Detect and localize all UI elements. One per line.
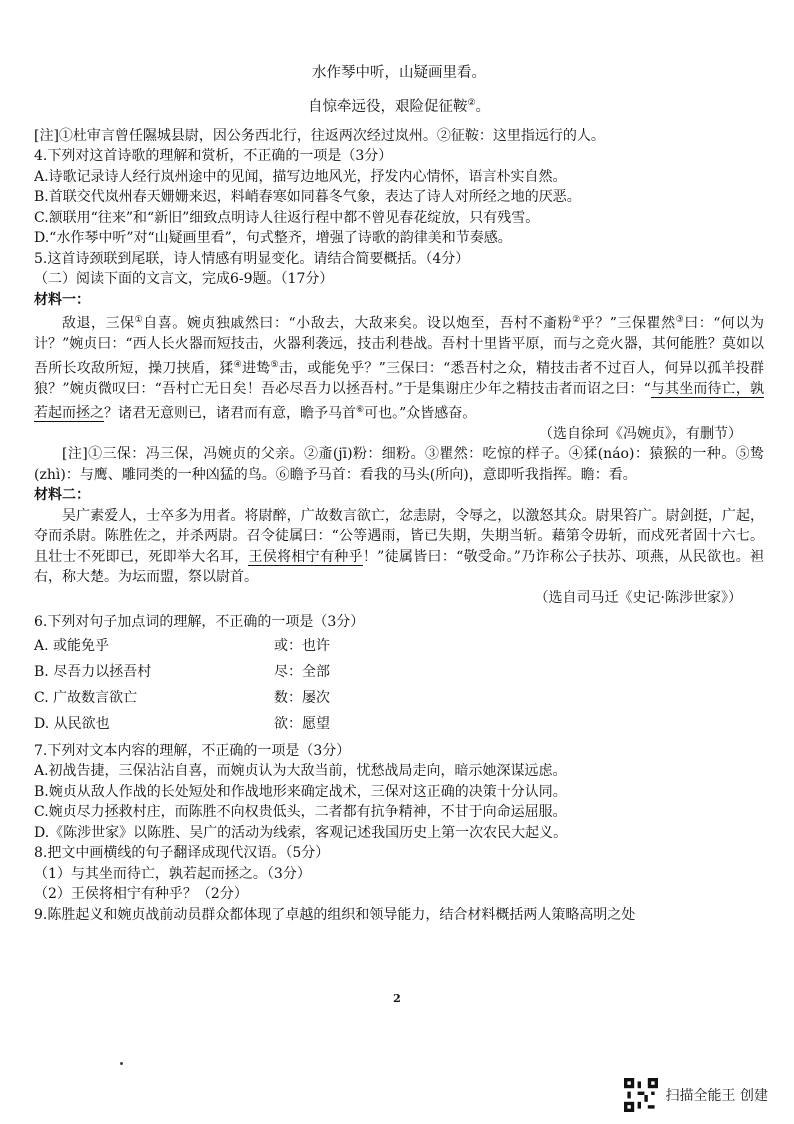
poem-line-2: 自惊牵远役，艰险促征鞍②。: [307, 98, 491, 115]
poem-note: [注]①杜审言曾任隰城县尉，因公务西北行，往返两次经过岚州。②征鞍：这里指远行的人。: [34, 127, 605, 144]
question-4-option-d: D.“水作琴中听”对“山疑画里看”，句式整齐，增强了诗歌的韵律美和节奏感。: [34, 230, 512, 247]
scanner-label: 扫描全能王 创建: [665, 1088, 768, 1104]
material-1-label: 材料一：: [34, 291, 90, 308]
question-7-option-a: A.初战告捷，三保沾沾自喜，而婉贞认为大敌当前，忧愁战局走向，暗示她深谋远虑。: [34, 763, 567, 780]
underlined-sentence-2: 王侯将相宁有种乎: [248, 548, 363, 565]
underlined-sentence-1: 与其坐而待亡，孰若起而拯之: [34, 381, 764, 422]
scan-speck: [120, 1062, 123, 1065]
question-8-stem: 8.把文中画横线的句子翻译成现代汉语。（5分）: [34, 845, 330, 862]
question-6-option-a: A. 或能免乎 或：也许: [34, 637, 330, 654]
question-4-stem: 4.下列对这首诗歌的理解和赏析，不正确的一项是（3分）: [34, 148, 393, 165]
question-7-option-b: B.婉贞从敌人作战的长处短处和作战地形来确定战术，三保对这正确的决策十分认同。: [34, 783, 567, 800]
scanner-watermark: [624, 1078, 768, 1112]
page-number: 2: [393, 992, 401, 1005]
question-4-option-a: A.诗歌记录诗人经行岚州途中的见闻，描写边地风光，抒发内心情怀，语言朴实自然。: [34, 168, 567, 185]
material-1-source: （选自徐珂《冯婉贞》，有删节）: [539, 425, 742, 442]
material-2-source: （选自司马迁《史记·陈涉世家》）: [534, 589, 742, 606]
question-6-option-b: B. 尽吾力以拯吾村 尽：全部: [34, 663, 330, 680]
question-7-option-d: D.《陈涉世家》以陈胜、吴广的活动为线索，客观记述我国历史上第一次农民大起义。: [34, 824, 568, 841]
section-2-heading: （二）阅读下面的文言文，完成6-9题。（17分）: [34, 271, 334, 288]
question-8-sub-2: （2）王侯将相宁有种乎？（2分）: [34, 886, 248, 903]
question-9: 9.陈胜起义和婉贞战前动员群众都体现了卓越的组织和领导能力，结合材料概括两人策略高明之处: [34, 906, 636, 923]
question-4-option-c: C.颔联用“往来”和“新旧”细致点明诗人往返行程中都不曾见春花绽放，只有残雪。: [34, 209, 540, 226]
question-8-sub-1: （1）与其坐而待亡，孰若起而拯之。（3分）: [34, 865, 311, 882]
question-7-option-c: C.婉贞尽力拯救村庄，而陈胜不向权贵低头，二者都有抗争精神，不甘于向命运屈服。: [34, 804, 567, 821]
qr-code-icon: [624, 1078, 658, 1112]
question-6-option-c: C. 广故数言欲亡 数：屡次: [34, 689, 330, 706]
question-6-stem: 6.下列对句子加点词的理解，不正确的一项是（3分）: [34, 614, 365, 631]
question-6-option-d: D. 从民欲也 欲：愿望: [34, 715, 330, 732]
poem: [34, 58, 764, 122]
poem-line-1: 水作琴中听，山疑画里看。: [312, 65, 486, 81]
question-5: 5.这首诗颈联到尾联，诗人情感有明显变化。请结合简要概括。（4分）: [34, 250, 470, 267]
material-2-label: 材料二：: [34, 487, 90, 504]
exam-page: [34, 58, 764, 925]
question-4-option-b: B.首联交代岚州春天姗姗来迟，料峭春寒如同暮冬气象，表达了诗人对所经之地的厌恶。: [34, 189, 581, 206]
material-1-text: 敌退，三保①自喜。婉贞独戚然曰：“小敌去，大敌来矣。设以炮至，吾村不齑粉②乎？”三保瞿然③曰：“何以为计？”婉贞曰：“西人长火器而短技击，火器利袭远，技击利巷战。吾村十里皆平原，而与之竞火器，其何能胜？莫如以吾所长攻敌所短，操刀挟盾，猱④进鸷⑤击，或能免乎？”三保曰：“悉吾村之众，精技击者不过百人，何异以孤羊投群狼？”婉贞微叹曰：“吾村亡无日矣！吾必尽吾力以拯吾村。”于是集谢庄少年之精技击者而诏之曰：“与其坐而待亡，孰若起而拯之？诸君无意则已，诸君而有意，瞻予马首⑥可也。”众皆感奋。: [34, 315, 765, 422]
material-2-text: 吴广素爱人，士卒多为用者。将尉醉，广故数言欲亡，忿恚尉，令辱之，以激怒其众。尉果笞广。尉剑挺，广起，夺而杀尉。陈胜佐之，并杀两尉。召令徒属曰：“公等遇雨，皆已失期，失期当斩。藉第令毋斩，而戍死者固十六七。且壮士不死即已，死即举大名耳，王侯将相宁有种乎！”徒属皆曰：“敬受命。”乃诈称公子扶苏、项燕，从民欲也。袒右，称大楚。为坛而盟，祭以尉首。: [34, 507, 765, 586]
material-1-notes: [注]①三保：冯三保，冯婉贞的父亲。②齑(jī)粉：细粉。③瞿然：吃惊的样子。④猱(náo)：猿猴的一种。⑤鸷(zhì)：与鹰、雕同类的一种凶猛的鸟。⑥瞻予马首：看我的马头(所向)，意即听我指挥。瞻：看。: [34, 446, 764, 483]
question-7-stem: 7.下列对文本内容的理解，不正确的一项是（3分）: [34, 742, 351, 759]
